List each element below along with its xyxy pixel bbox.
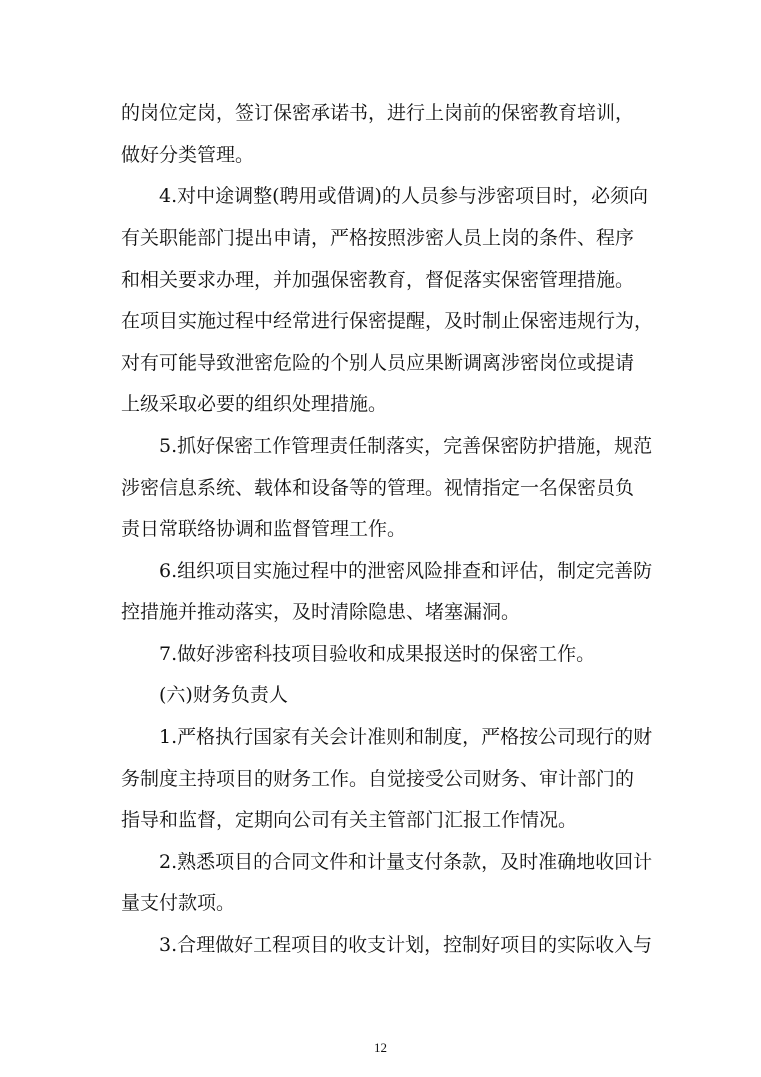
text-line: 7.做好涉密科技项目验收和成果报送时的保密工作。	[159, 643, 596, 665]
text-line: 和相关要求办理，并加强保密教育，督促落实保密管理措施。	[121, 269, 635, 291]
text-line: 量支付款项。	[121, 892, 236, 914]
text-line: 务制度主持项目的财务工作。自觉接受公司财务、审计部门的	[121, 768, 635, 790]
text-line: 6.组织项目实施过程中的泄密风险排查和评估，制定完善防	[159, 560, 653, 582]
text-line: 指导和监督，定期向公司有关主管部门汇报工作情况。	[121, 809, 578, 831]
text-line: 的岗位定岗，签订保密承诺书，进行上岗前的保密教育培训，	[121, 102, 635, 124]
text-line: 涉密信息系统、载体和设备等的管理。视情指定一名保密员负	[121, 477, 635, 499]
text-line: 2.熟悉项目的合同文件和计量支付条款，及时准确地收回计	[159, 851, 653, 873]
text-line: 责日常联络协调和监督管理工作。	[121, 518, 407, 540]
page-number: 12	[374, 1040, 387, 1055]
text-line: 上级采取必要的组织处理措施。	[121, 393, 388, 415]
text-line: 5.抓好保密工作管理责任制落实，完善保密防护措施，规范	[159, 435, 653, 457]
text-line: 3.合理做好工程项目的收支计划，控制好项目的实际收入与	[159, 934, 653, 956]
text-line: 1.严格执行国家有关会计准则和制度，严格按公司现行的财	[159, 726, 653, 748]
section-heading: (六)财务负责人	[159, 684, 288, 706]
text-line: 控措施并推动落实，及时清除隐患、堵塞漏洞。	[121, 601, 521, 623]
text-line: 做好分类管理。	[121, 144, 255, 166]
text-line: 4.对中途调整(聘用或借调)的人员参与涉密项目时，必须向	[159, 185, 648, 207]
text-line: 在项目实施过程中经常进行保密提醒，及时制止保密违规行为，	[121, 310, 654, 332]
text-line: 对有可能导致泄密危险的个别人员应果断调离涉密岗位或提请	[121, 352, 635, 374]
text-line: 有关职能部门提出申请，严格按照涉密人员上岗的条件、程序	[121, 227, 635, 249]
